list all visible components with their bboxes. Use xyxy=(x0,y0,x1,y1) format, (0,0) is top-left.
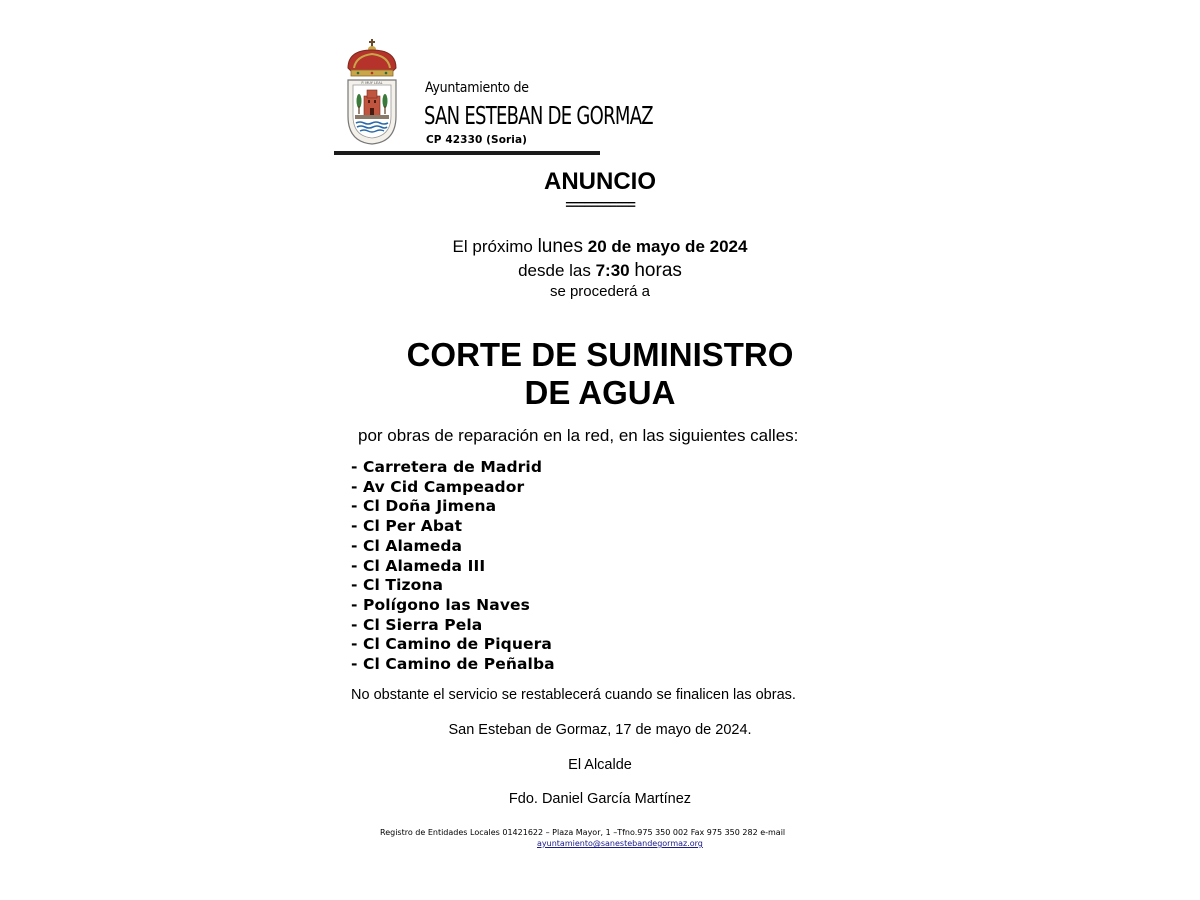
time-line xyxy=(0,260,1200,282)
footer-registry: Registro de Entidades Locales 01421622 – Plaza Mayor, 1 –Tfno.975 350 002 Fax 975 350 282 e-mail xyxy=(380,828,786,837)
signer-name: Fdo. Daniel García Martínez xyxy=(508,791,692,807)
signer-role: El Alcalde xyxy=(568,757,632,773)
svg-text:P. MUY LEAL: P. MUY LEAL xyxy=(361,81,383,85)
event-time: 7:30 xyxy=(595,261,630,280)
headline xyxy=(0,336,1200,412)
list-item: - Cl Camino de Piquera xyxy=(351,635,552,654)
reason-text: por obras de reparación en la red, en las siguientes calles: xyxy=(358,426,799,445)
page-title: ANUNCIO xyxy=(544,168,656,195)
date-prefix: El próximo xyxy=(452,237,538,256)
title-separator: =========== xyxy=(565,197,635,212)
action-line: se procederá a xyxy=(549,283,651,300)
postal-code: CP 42330 (Soria) xyxy=(426,134,528,146)
time-suffix: horas xyxy=(634,260,682,281)
list-item: - Polígono las Naves xyxy=(351,595,530,614)
list-item: - Cl Per Abat xyxy=(351,517,463,536)
date-line xyxy=(0,236,1200,258)
restoration-note: No obstante el servicio se restablecerá cuando se finalicen las obras. xyxy=(351,687,796,703)
list-item: - Cl Sierra Pela xyxy=(351,615,483,634)
org-prefix: Ayuntamiento de xyxy=(425,80,529,96)
list-item: - Cl Alameda III xyxy=(351,556,486,575)
place-date: San Esteban de Gormaz, 17 de mayo de 2024. xyxy=(448,722,752,738)
time-prefix: desde las xyxy=(518,261,596,280)
org-name: SAN ESTEBAN DE GORMAZ xyxy=(424,101,653,130)
header-divider xyxy=(334,151,600,155)
street-list xyxy=(351,458,555,675)
list-item: - Cl Camino de Peñalba xyxy=(351,655,555,674)
day-name: lunes xyxy=(537,236,583,257)
headline-line-2: DE AGUA xyxy=(524,374,676,411)
list-item: - Cl Alameda xyxy=(351,536,463,555)
list-item: - Cl Tizona xyxy=(351,576,444,595)
event-date: 20 de mayo de 2024 xyxy=(587,237,748,256)
list-item: - Cl Doña Jimena xyxy=(351,497,497,516)
list-item: - Carretera de Madrid xyxy=(351,458,543,476)
coat-of-arms-icon xyxy=(344,38,400,146)
headline-line-1: CORTE DE SUMINISTRO xyxy=(406,336,794,373)
list-item: - Av Cid Campeador xyxy=(351,477,525,496)
footer-email-link[interactable]: ayuntamiento@sanestebandegormaz.org xyxy=(537,839,703,848)
